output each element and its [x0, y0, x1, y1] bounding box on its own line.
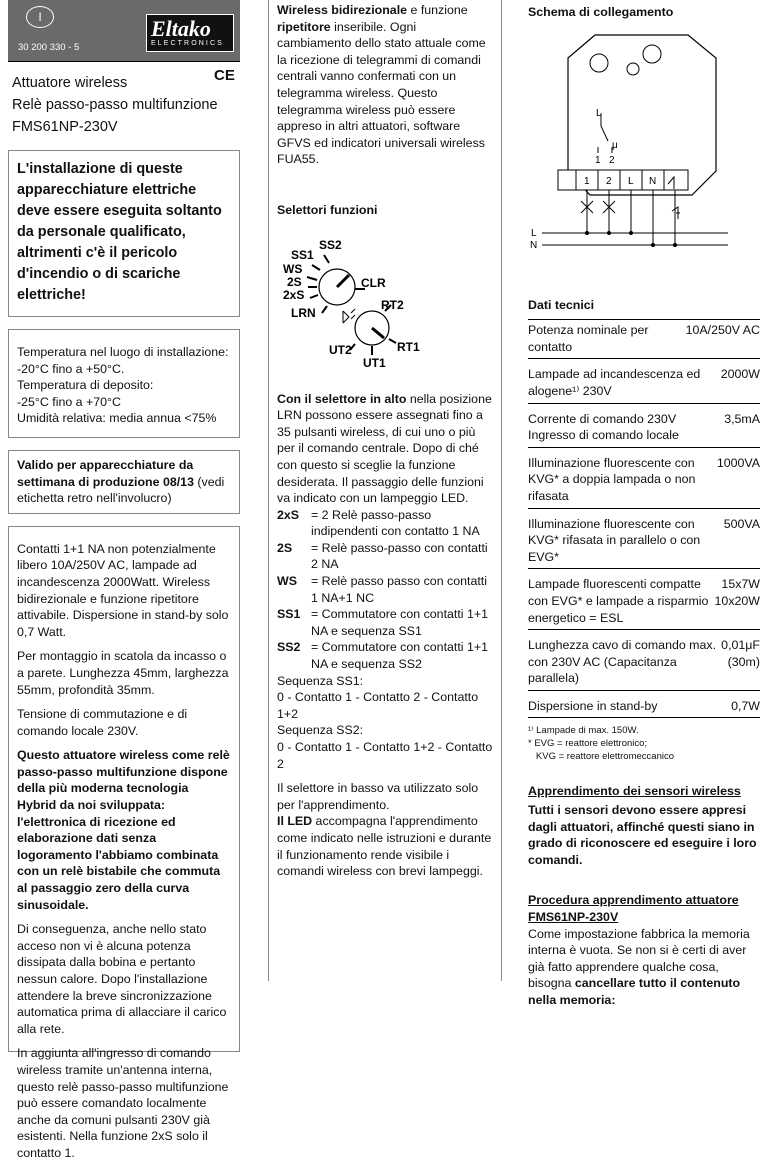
terminal-label: 2 [606, 175, 612, 187]
led-symbol [343, 309, 355, 323]
dial-label: LRN [291, 305, 316, 320]
wiring-diagram [528, 23, 760, 249]
header-bar [8, 0, 240, 62]
validity-box: Valido per apparecchiature da settimana di produzione 08/13 (vedi etichetta retro nell'involucro) [8, 450, 240, 514]
tech-row: Lampade ad incandescenza ed alogene¹⁾ 230V 2000W [528, 364, 760, 403]
country-badge: I [26, 6, 54, 28]
function-item: WS = Relè passo passo con contatti 1 NA+1 NC [277, 574, 487, 605]
function-item: 2S = Relè passo-passo con contatti 2 NA [277, 540, 488, 572]
column-middle [268, 0, 502, 981]
wiring-title: Schema di collegamento [528, 5, 674, 19]
column-right [528, 0, 760, 1009]
tech-data-title: Dati tecnici [528, 297, 595, 312]
led-note: Il LED accompagna l'apprendimento come indicato nelle istruzioni e durante il funzionamento rende visibile i comandi wireless con brevi lampeggi. [277, 814, 492, 879]
function-selectors-diagram [277, 229, 509, 373]
function-item: 2xS = 2 Relè passo-passo indipendenti con contatto 1 NA [277, 507, 480, 539]
terminal-label: L [628, 175, 634, 187]
tech-row: Dispersione in stand-by 0,7W [528, 696, 760, 719]
tech-row: Illuminazione fluorescente con KVG* a doppia lampada o non rifasata 1000VA [528, 453, 760, 509]
temperature-box: Temperatura nel luogo di installazione: -20°C fino a +50°C. Temperatura di deposito: -25°C fino a +70°C Umidità relativa: media annua <75% [8, 329, 240, 438]
eltako-logo: Eltako ELECTRONICS [146, 14, 234, 52]
warning-box: L'installazione di queste apparecchiature elettriche deve essere eseguita soltanto da personale qualificato, altrimenti c'è il pericolo d'incendio o di scariche elettriche! [8, 150, 240, 317]
procedure-text: Come impostazione fabbrica la memoria interna è vuota. Se non si è certi di aver già fatto apprendere qualche cosa, bisogna cancellare tutto il contenuto nella memoria: [528, 926, 750, 1007]
dial-label: 2S [287, 274, 302, 289]
footnotes: ¹⁾ Lampade di max. 150W. * EVG = reattore elettronico; KVG = reattore elettromeccanico [528, 725, 674, 763]
tech-row: Lunghezza cavo di comando max. con 230V AC (Capacitanza parallela) 0,01μF (30m) [528, 635, 760, 691]
procedure-title: Procedura apprendimento attuatore FMS61NP-230V [528, 893, 739, 925]
terminal-label: N [649, 175, 657, 187]
dial-label: 2xS [283, 287, 305, 302]
learning-title: Apprendimento dei sensori wireless [528, 784, 741, 799]
dial-label: CLR [361, 275, 386, 290]
product-title: Attuatore wireless Relè passo-passo multifunzione FMS61NP-230V [12, 75, 218, 135]
tech-row: Lampade fluorescenti compatte con EVG* e lampade a risparmio energetico = ESL 15x7W 10x20W [528, 574, 760, 630]
diagram-label: N [530, 239, 538, 249]
diagram-label: 1 [595, 154, 601, 166]
terminal-label: 1 [584, 175, 590, 187]
dial-label: UT2 [329, 342, 352, 357]
dial-label: SS2 [319, 237, 342, 252]
selector-description: Con il selettore in alto nella posizione LRN possono essere assegnati fino a 35 pulsanti wireless, di cui uno o più per il comando centrale. Dopo di ché con questo si sceglie la funzione desiderata. Il passaggio delle funzioni va indicato con un lampeggio LED. [277, 391, 492, 506]
document-code: 30 200 330 - 5 [18, 42, 80, 53]
description-box: Contatti 1+1 NA non potenzialmente libero 10A/250V AC, lampade ad incandescenza 2000Watt. Wireless bidirezionale e funzione ripetitore attivabile. Dispersione in stand-by solo 0,7 Watt. Per montaggio in scatola da incasso o a parete. Lunghezza 45mm, larghezza 55mm, profondità 35mm. Tensione di commutazione e di comando locale 230V. Questo attuatore wireless come relè passo-passo multifunzione dispone della più moderna tecnologia Hybrid da noi sviluppata: l'elettronica di ricezione ed elaborazione dati senza logoramento l'abbiamo combinata con un relè bistabile che commuta al passaggio zero della curva sinusoidale. Di conseguenza, anche nello stato acceso non vi è alcuna potenza dissipata dalla bobina e pertanto nessun calore. Dopo l'installazione attendere la breve sincronizzazione automatica prima di allacciare il carico alla rete. In aggiunta all'ingresso di comando wireless tramite un'antenna interna, questo relè passo-passo multifunzione può essere comandato localmente anche da comuni pulsanti 230V già esistenti. Nella funzione 2xS solo il contatto 1. [8, 526, 240, 1052]
wireless-intro: Wireless bidirezionale e funzione ripetitore inseribile. Ogni cambiamento dello stato attuale come la ricezione di telegrammi di comandi centrali vanno confermati con un telegramma wireless. Questo telegramma wireless può essere appreso in altri attuatori, software GFVS ed indicatori universali wireless FUA55. [277, 3, 486, 167]
function-item: SS2 = Commutatore con contatti 1+1 NA e sequenza SS2 [277, 640, 489, 672]
learning-text: Tutti i sensori devono essere appresi dagli attuatori, affinché questi siano in grado di riconoscere ed eseguire i loro comandi. [528, 803, 757, 867]
column-left [8, 0, 240, 1160]
dial-label: SS1 [291, 247, 314, 262]
sequences: Sequenza SS1: 0 - Contatto 1 - Contatto 2 - Contatto 1+2 Sequenza SS2: 0 - Contatto 1 - Contatto 1+2 - Contatto 2 [277, 673, 493, 771]
diagram-label: L [531, 227, 537, 239]
function-item: SS1 = Commutatore con contatti 1+1 NA e sequenza SS1 [277, 607, 489, 638]
diagram-label: L [596, 107, 602, 119]
function-list [269, 507, 501, 673]
diagram-label: μ [612, 139, 618, 151]
dial-label: RT1 [397, 339, 420, 354]
selector-title: Selettori funzioni [277, 202, 378, 217]
tech-data-table [528, 319, 760, 718]
dial-label: RT2 [381, 297, 404, 312]
dial-label: UT1 [363, 355, 386, 370]
lower-selector-note: Il selettore in basso va utilizzato solo per l'apprendimento. [277, 781, 479, 812]
diagram-label: 2 [609, 154, 615, 166]
tech-row: Potenza nominale per contatto 10A/250V AC [528, 320, 760, 359]
ce-mark: CE [214, 67, 235, 84]
tech-row: Illuminazione fluorescente con KVG* rifasata in parallelo o con EVG* 500VA [528, 514, 760, 570]
tech-row: Corrente di comando 230V Ingresso di comando locale 3,5mA [528, 409, 760, 448]
dial-label: WS [283, 261, 303, 276]
